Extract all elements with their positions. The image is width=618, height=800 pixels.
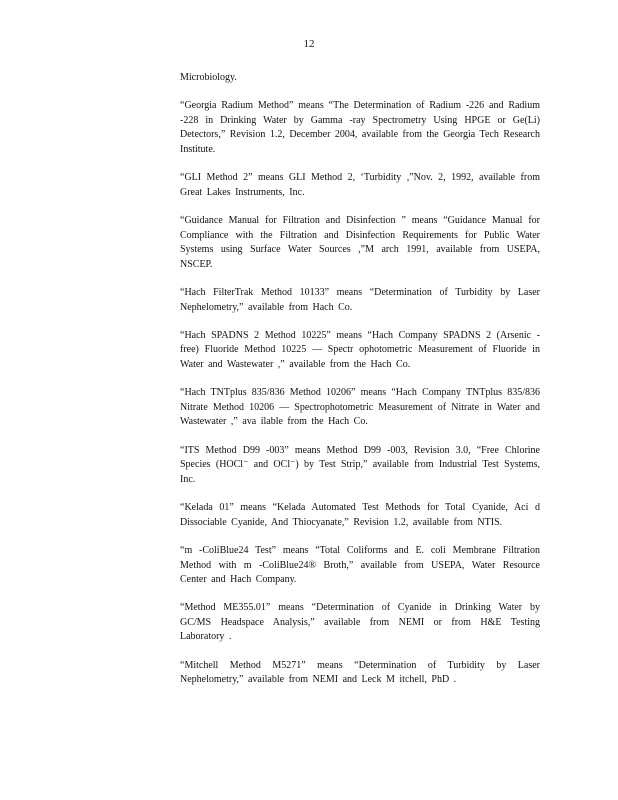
definition-paragraph: “Kelada 01” means “Kelada Automated Test Methods for Total Cyanide, Aci d Dissociable Cyanide, And Thiocyanate,” Revision 1.2, available from NTIS. (180, 502, 540, 528)
definition-paragraph: “Hach FilterTrak Method 10133” means “Determination of Turbidity by Laser Nephelometry,” available from Hach Co. (180, 287, 540, 313)
definition-paragraph: Microbiology. (180, 72, 237, 83)
definition-paragraph: “GLI Method 2” means GLI Method 2, ‘Turbidity ,”Nov. 2, 1992, available from Great Lakes Instruments, Inc. (180, 172, 540, 198)
definition-paragraph: “Method ME355.01” means “Determination of Cyanide in Drinking Water by GC/MS Headspace Analysis,” available from NEMI or from H&E Testing Laboratory . (180, 602, 540, 643)
page-number: 12 (303, 38, 315, 50)
definition-paragraph: “ITS Method D99 -003” means Method D99 -003, Revision 3.0, “Free Chlorine Species (HOCl⁻ and OCl⁻) by Test Strip,” available from Industrial Test Systems, Inc. (180, 444, 540, 485)
definition-paragraph: “Hach TNTplus 835/836 Method 10206” means “Hach Company TNTplus 835/836 Nitrate Method 10206 — Spectrophotometric Measurement of Nitrate in Water and Wastewater ,” ava ilable from the Hach Co. (180, 387, 540, 428)
definition-paragraph: “m -ColiBlue24 Test” means “Total Coliforms and E. coli Membrane Filtration Method with m -ColiBlue24® Broth,” available from USEPA, Water Resource Center and Hach Company. (180, 545, 540, 586)
definitions-body (180, 71, 540, 702)
definition-paragraph: “Guidance Manual for Filtration and Disinfection ” means “Guidance Manual for Compliance with the Filtration and Disinfection Requirements for Public Water Systems using Surface Water Sources ,”M arch 1991, available from USEPA, NSCEP. (180, 215, 540, 270)
definition-paragraph: “Mitchell Method M5271” means “Determination of Turbidity by Laser Nephelometry,” available from NEMI and Leck M itchell, PhD . (180, 659, 540, 686)
definition-paragraph: “Hach SPADNS 2 Method 10225” means “Hach Company SPADNS 2 (Arsenic -free) Fluoride Method 10225 — Spectr ophotometric Measurement of Fluoride in Water and Wastewater ,” available from the Hach Co. (180, 329, 540, 370)
definition-paragraph: “Georgia Radium Method” means “The Determination of Radium -226 and Radium -228 in Drinking Water by Gamma -ray Spectrometry Using HPGE or Ge(Li) Detectors,” Revision 1.2, December 2004, available from the Georgia Tech Research Institute. (180, 100, 540, 155)
